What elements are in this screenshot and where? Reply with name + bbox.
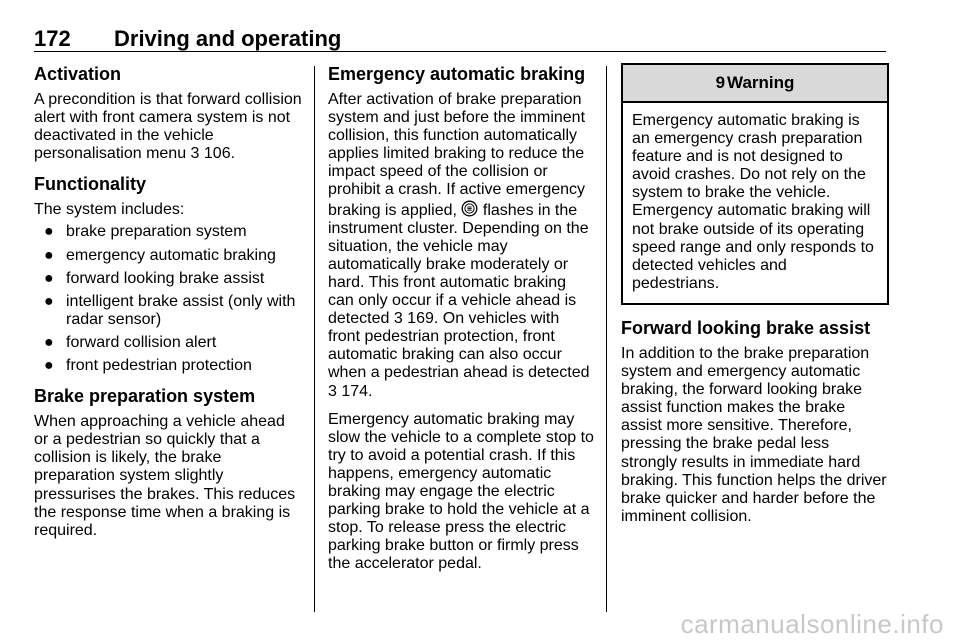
brake-warning-icon <box>461 202 478 219</box>
page-number: 172 <box>34 26 71 51</box>
list-item <box>34 247 302 265</box>
bullet-dot: ● <box>44 333 54 351</box>
page-header <box>34 26 886 52</box>
section-title-emergency-braking: Emergency automatic braking <box>328 64 586 84</box>
column-middle <box>328 63 594 583</box>
warning-title: Warning <box>727 72 795 92</box>
paragraph-text: On vehicles with front pedestrian protection, front automatic braking can also occur when a pedestrian ahead is detected <box>328 310 590 382</box>
functionality-intro: The system includes: <box>34 201 185 219</box>
bullet-dot: ● <box>44 246 54 264</box>
column-divider <box>314 66 315 612</box>
list-item <box>34 223 302 241</box>
section-title-brake-preparation: Brake preparation system <box>34 386 256 407</box>
list-item-text: intelligent brake assist (only with radar sensor) <box>66 292 296 328</box>
warning-box <box>621 63 889 305</box>
list-item-text: forward collision alert <box>66 333 217 351</box>
bullet-dot: ● <box>44 269 54 287</box>
brake-preparation-paragraph: When approaching a vehicle ahead or a pedestrian so quickly that a collision is likely, the brake preparation system slightly pressurises the brakes. This reduces the response time when a braking is required. <box>34 413 296 539</box>
page-reference-link[interactable]: 3 174. <box>328 382 373 400</box>
list-item <box>34 270 302 288</box>
watermark: carmanualsonline.info <box>680 609 944 639</box>
section-title-forward-looking: Forward looking brake assist <box>621 317 871 338</box>
emergency-braking-paragraph <box>328 91 594 401</box>
system-features-list <box>34 223 302 375</box>
list-item-text: brake preparation system <box>66 223 247 241</box>
list-item <box>34 334 302 352</box>
list-item-text: forward looking brake assist <box>66 269 265 287</box>
activation-paragraph <box>34 91 302 163</box>
chapter-title: Driving and operating <box>114 26 342 51</box>
paragraph-text: After activation of brake preparation system and just before the imminent collision, this function automatically applies limited braking to reduce the impact speed of the collision or prohibit a crash. If active emergency braking is applied, <box>328 91 586 219</box>
emergency-braking-paragraph-2: Emergency automatic braking may slow the vehicle to a complete stop to try to avoid a potential crash. If this happens, emergency automatic braking may engage the electric parking brake to hold the vehicle at a stop. To release press the electric parking brake button or firmly press the accelerator pedal. <box>328 410 594 573</box>
forward-looking-paragraph: In addition to the brake preparation system and emergency automatic braking, the forward looking brake assist function makes the brake assist more sensitive. Therefore, pressing the brake pedal less strongly results in immediate hard braking. This function helps the driver brake quicker and harder before the imminent collision. <box>621 344 887 525</box>
list-item <box>34 293 302 329</box>
bullet-dot: ● <box>44 292 54 310</box>
warning-header <box>623 65 887 103</box>
section-title-activation: Activation <box>34 64 122 84</box>
bullet-dot: ● <box>44 223 54 241</box>
column-right <box>621 63 889 536</box>
activation-text: A precondition is that forward collision alert with front camera system is not deactivated in the vehicle personalisation menu <box>34 91 302 163</box>
warning-triangle-icon: 9 <box>715 72 726 92</box>
page-reference-link[interactable]: 3 106. <box>190 145 236 163</box>
paragraph-text: flashes in the instrument cluster. Depending on the situation, the vehicle may automatically brake moderately or hard. This front automatic braking can only occur if a vehicle ahead is detected <box>328 201 589 328</box>
list-item-text: emergency automatic braking <box>66 246 276 264</box>
list-item-text: front pedestrian protection <box>66 357 252 375</box>
page-reference-link[interactable]: 3 169. <box>393 310 439 328</box>
column-divider <box>606 66 607 612</box>
bullet-dot: ● <box>44 357 54 375</box>
section-title-functionality: Functionality <box>34 174 146 195</box>
warning-text: Emergency automatic braking is an emergency crash preparation feature and is not designed to avoid crashes. Do not rely on the system to brake the vehicle. Emergency automatic braking will not brake outside of its operating speed range and only responds to detected vehicles and pedestrians. <box>632 112 874 292</box>
column-left <box>34 63 302 550</box>
list-item <box>34 357 302 375</box>
